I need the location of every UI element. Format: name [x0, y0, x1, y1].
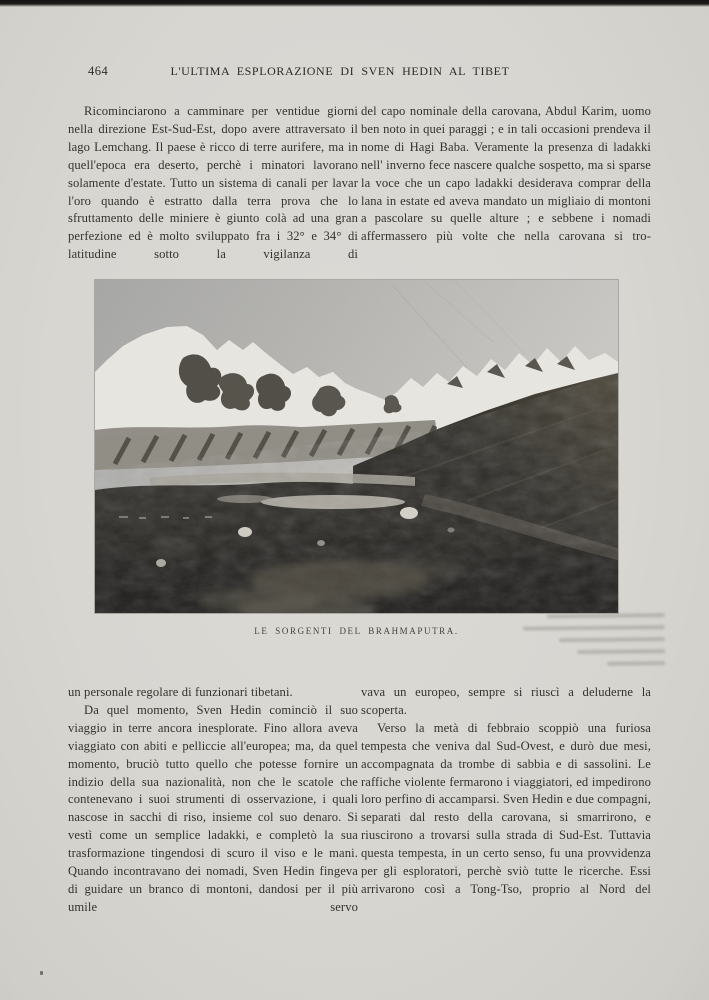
bleed-line — [547, 613, 665, 618]
figure-caption: LE SORGENTI DEL BRAHMAPUTRA. — [254, 626, 459, 636]
figure-photo-brahmaputra-sources — [95, 280, 618, 613]
page-header — [40, 64, 640, 82]
body-paragraph: vava un europeo, sempre si riuscì a deluderne la scoperta. — [361, 685, 651, 717]
scan-speck-artifact — [40, 971, 43, 975]
body-paragraph: Ricominciarono a camminare per ventidue giorni nella direzione Est-Sud-Est, dopo avere attraversato il lago Lemchang. Il paese è ricco di terre aurifere, ma in quell'epoca era deserto, perchè i minatori lavorano solamente d'estate. Tutto un sistema di canali per lavar l'oro quando è estratto dalla terra prova che lo sfruttamento delle miniere è giunto colà ad una gran perfezione ed è molto sviluppato fra i 32° e 34° di latitudine sotto la vigilanza di — [68, 104, 358, 262]
column-top-right — [361, 103, 651, 246]
page-title: L'ULTIMA ESPLORAZIONE DI SVEN HEDIN AL TIBET — [170, 64, 510, 78]
ink-bleed-through-artifact — [500, 613, 666, 675]
page-number: 464 — [88, 64, 109, 78]
body-paragraph: Da quel momento, Sven Hedin cominciò il suo viaggio in terre ancora inesplorate. Fino allora aveva viaggiato con abiti e pelliccie all'europea; ma, da quel momento, bruciò tutto quello che potesse fornire un indizio della sua nazionalità, non che le scatole che contenevano i suoi strumenti di osservazione, i quali nascose in sacchi di riso, insieme col suo denaro. Si vestì come un semplice ladakki, e completò la sua trasformazione tingendosi di scuro il viso e le mani. Quando incontravano dei nomadi, Sven Hedin fingeva di guidare un branco di montoni, dandosi per il più umile servo — [68, 702, 358, 914]
scan-edge-artifact — [0, 0, 709, 7]
body-paragraph: Verso la metà di febbraio scoppiò una furiosa tempesta che veniva dal Sud-Ovest, e durò due mesi, accompagnata da trombe di sabbia e di sassolini. Le raffiche violente fermarono i viaggiatori, ed impedirono loro perfino di accamparsi. Sven Hedin e due compagni, separati dal resto della carovana, si smarrirono, e riuscirono a trovarsi sulla strada di Sud-Est. Tuttavia questa tempesta, in un certo senso, fu una provvidenza per gli esploratori, perchè sviò tutte le ricerche. Essi arrivarono così a Tong-Tso, proprio al Nord del — [361, 720, 651, 896]
bleed-line — [577, 649, 665, 654]
body-paragraph: un personale regolare di funzionari tibetani. — [68, 685, 293, 699]
bleed-line — [523, 625, 665, 630]
column-top-left — [68, 103, 358, 264]
photo-illustration — [95, 280, 618, 613]
column-bottom-right — [361, 684, 651, 899]
body-paragraph: del capo nominale della carovana, Abdul Karim, uomo ben noto in quei paraggi ; e in tali occasioni prendeva il nome di Hagi Baba. Veramente la presenza di ladakki nell' inverno fece nascere qualche sospetto, ma si sparse la voce che un capo ladakki desiderava comprar della lana in estate ed aveva mandato un migliaio di montoni a pascolare su quelle alture ; e sebbene i nomadi affermassero più volte che nella carovana si tro- — [361, 104, 651, 244]
bleed-line — [559, 637, 665, 642]
bleed-line — [607, 661, 665, 666]
column-bottom-left — [68, 684, 358, 917]
